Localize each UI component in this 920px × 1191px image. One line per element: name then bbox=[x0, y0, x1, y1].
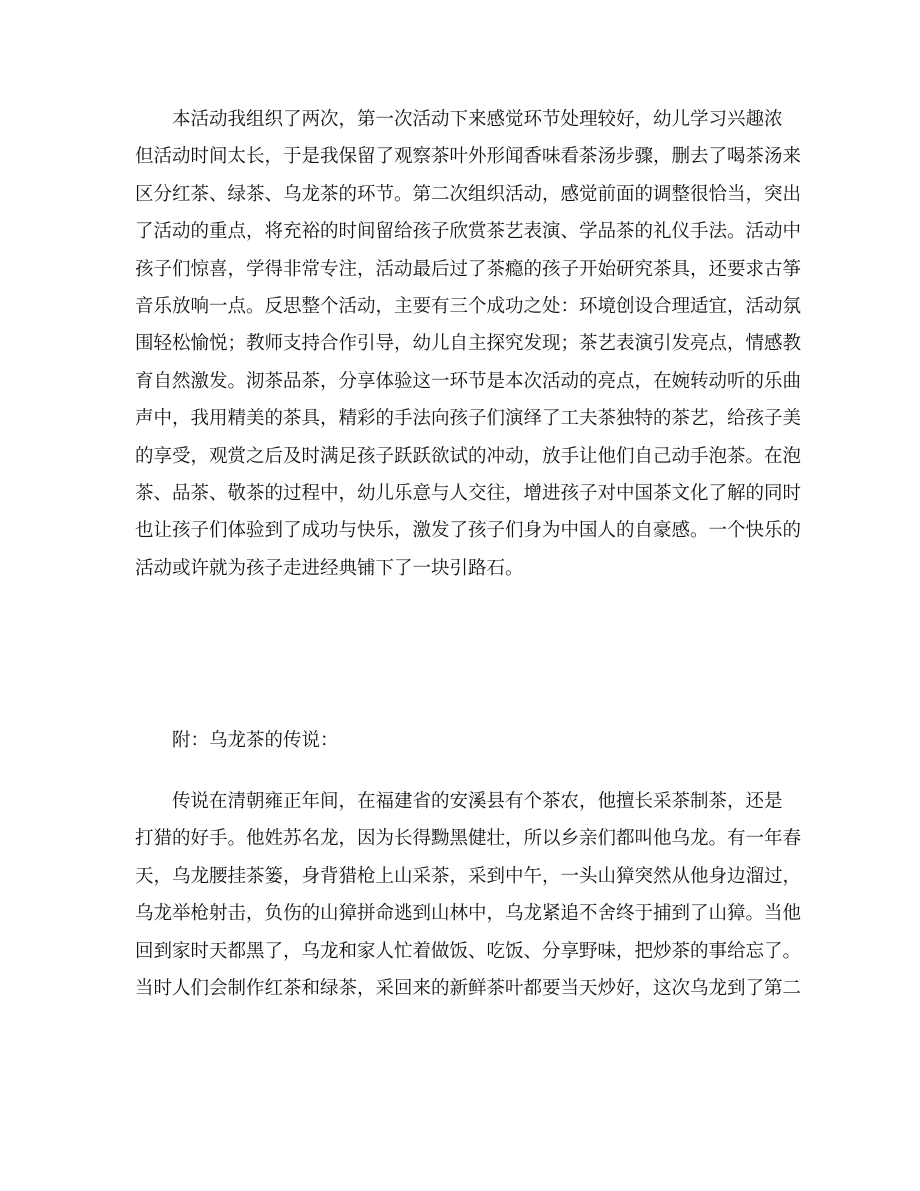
paragraph-line: 乌龙举枪射击，负伤的山獐拼命逃到山林中，乌龙紧追不舍终于捕到了山獐。当他 bbox=[135, 903, 802, 925]
appendix-heading: 附：乌龙茶的传说： bbox=[172, 730, 339, 751]
paragraph-line: 区分红茶、绿茶、乌龙茶的环节。第二次组织活动，感觉前面的调整很恰当，突出 bbox=[135, 183, 802, 205]
paragraph-line: 了活动的重点，将充裕的时间留给孩子欣赏茶艺表演、学品茶的礼仪手法。活动中 bbox=[135, 221, 802, 243]
paragraph-line: 育自然激发。沏茶品茶，分享体验这一环节是本次活动的亮点，在婉转动听的乐曲 bbox=[135, 370, 802, 392]
paragraph-line: 回到家时天都黑了，乌龙和家人忙着做饭、吃饭、分享野味，把炒茶的事给忘了。 bbox=[135, 940, 802, 962]
reflection-paragraph bbox=[135, 101, 802, 587]
paragraph-line: 当时人们会制作红茶和绿茶，采回来的新鲜茶叶都要当天炒好，这次乌龙到了第二 bbox=[135, 977, 802, 999]
paragraph-line: 活动或许就为孩子走进经典铺下了一块引路石。 bbox=[135, 557, 524, 579]
legend-paragraph bbox=[135, 783, 802, 1007]
paragraph-line: 声中，我用精美的茶具，精彩的手法向孩子们演绎了工夫茶独特的茶艺，给孩子美 bbox=[135, 408, 802, 430]
paragraph-line: 打猎的好手。他姓苏名龙，因为长得黝黑健壮，所以乡亲们都叫他乌龙。有一年春 bbox=[135, 828, 802, 850]
paragraph-line: 传说在清朝雍正年间，在福建省的安溪县有个茶农，他擅长采茶制茶，还是 bbox=[172, 791, 783, 812]
paragraph-line: 茶、品茶、敬茶的过程中，幼儿乐意与人交往，增进孩子对中国茶文化了解的同时 bbox=[135, 482, 802, 504]
paragraph-line: 本活动我组织了两次，第一次活动下来感觉环节处理较好，幼儿学习兴趣浓 bbox=[172, 109, 783, 130]
paragraph-line: 天，乌龙腰挂茶篓，身背猎枪上山采茶，采到中午，一头山獐突然从他身边溜过， bbox=[135, 865, 802, 887]
paragraph-line: 孩子们惊喜，学得非常专注，活动最后过了茶瘾的孩子开始研究茶具，还要求古筝 bbox=[135, 258, 802, 280]
paragraph-line: 音乐放响一点。反思整个活动，主要有三个成功之处：环境创设合理适宜，活动氛 bbox=[135, 295, 802, 317]
paragraph-line: 但活动时间太长，于是我保留了观察茶叶外形闻香味看茶汤步骤，删去了喝茶汤来 bbox=[135, 146, 802, 168]
paragraph-line: 也让孩子们体验到了成功与快乐，激发了孩子们身为中国人的自豪感。一个快乐的 bbox=[135, 520, 802, 542]
paragraph-line: 的享受，观赏之后及时满足孩子跃跃欲试的冲动，放手让他们自己动手泡茶。在泡 bbox=[135, 445, 802, 467]
appendix-heading-block bbox=[135, 722, 785, 759]
paragraph-line: 围轻松愉悦；教师支持合作引导，幼儿自主探究发现；茶艺表演引发亮点，情感教 bbox=[135, 333, 802, 355]
